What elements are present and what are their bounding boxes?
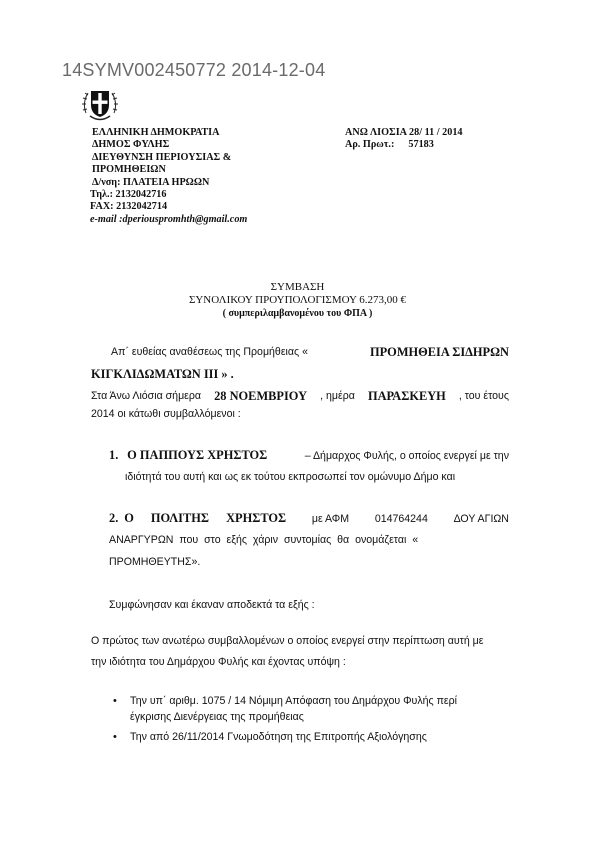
party-2-cont-2: ΠΡΟΜΗΘΕΥΤΗΣ». bbox=[109, 556, 201, 568]
bullet-icon: • bbox=[113, 731, 117, 743]
first-party-line: Ο πρώτος των ανωτέρω συμβαλλομένων ο οποίος ενεργεί στην περίπτωση αυτή με bbox=[91, 635, 484, 647]
issuer-line: ΔΙΕΥΘΥΝΣΗ ΠΕΡΙΟΥΣΙΑΣ & bbox=[92, 151, 232, 163]
intro-text: , ημέρα bbox=[320, 390, 355, 402]
procurement-title: ΠΡΟΜΗΘΕΙΑ ΣΙΔΗΡΩΝ bbox=[369, 345, 509, 359]
procurement-title-cont: ΚΙΓΚΛΙΔΩΜΑΤΩΝ ΙΙΙ » . bbox=[91, 367, 234, 381]
party-1-cont: ιδιότητά του αυτή και ως εκ τούτου εκπροσωπεί τον ομώνυμο Δήμο και bbox=[125, 471, 456, 483]
title-line-3: ( συμπεριλαμβανομένου του ΦΠΑ ) bbox=[222, 308, 373, 319]
first-party-line: την ιδιότητα του Δημάρχου Φυλής και έχοντας υπόψη : bbox=[91, 656, 346, 668]
date-protocol-block bbox=[345, 127, 463, 152]
title-line-1: ΣΥΜΒΑΣΗ bbox=[270, 281, 325, 293]
party-number: 2. bbox=[109, 511, 119, 525]
bullet-line: έγκρισης Διενέργειας της προμήθειας bbox=[130, 711, 304, 723]
first-party-paragraph bbox=[91, 630, 511, 673]
party-afm: 014764244 bbox=[374, 513, 428, 525]
bullet-item bbox=[113, 726, 506, 748]
greek-coat-of-arms-icon bbox=[80, 83, 120, 123]
bullet-icon: • bbox=[113, 695, 117, 707]
contract-weekday: ΠΑΡΑΣΚΕΥΗ bbox=[367, 389, 446, 403]
party-1 bbox=[109, 444, 509, 467]
intro-paragraph-1 bbox=[111, 341, 509, 363]
bullet-line: Την υπ΄ αριθμ. 1075 / 14 Νόμιμη Απόφαση του Δημάρχου Φυλής περί bbox=[130, 695, 457, 707]
party-name: Ο ΠΟΛΙΤΗΣ ΧΡΗΣΤΟΣ bbox=[124, 511, 287, 525]
place-date: ΑΝΩ ΛΙΟΣΙΑ 28/ 11 / 2014 bbox=[345, 127, 463, 138]
party-text: – Δήμαρχος Φυλής, ο οποίος ενεργεί με την bbox=[304, 450, 509, 462]
bullet-list bbox=[113, 690, 506, 748]
bullet-item bbox=[113, 690, 506, 728]
title-line-2: ΣΥΝΟΛΙΚΟΥ ΠΡΟΥΠΟΛΟΓΙΣΜΟΥ 6.273,00 € bbox=[188, 294, 407, 306]
issuer-email: e-mail :dperiouspromhth@gmail.com bbox=[90, 213, 248, 225]
contract-day: 28 ΝΟΕΜΒΡΙΟΥ bbox=[214, 389, 308, 403]
party-2 bbox=[109, 507, 509, 530]
protocol-number: 57183 bbox=[408, 139, 434, 151]
intro-text: Στα Άνω Λιόσια σήμερα bbox=[91, 390, 202, 402]
intro-text: , του έτους bbox=[458, 390, 509, 402]
protocol-label: Αρ. Πρωτ.: bbox=[345, 139, 395, 151]
issuer-fax: FAX: 2132042714 bbox=[90, 201, 168, 213]
issuer-line: ΠΡΟΜΗΘΕΙΩΝ bbox=[92, 164, 166, 176]
issuer-line: ΔΗΜΟΣ ΦΥΛΗΣ bbox=[92, 139, 170, 151]
party-number: 1. bbox=[109, 448, 119, 462]
party-2-cont: ΑΝΑΡΓΥΡΩΝ που στο εξής χάριν συντομίας θα ονομάζεται « bbox=[109, 534, 419, 546]
document-stamp-id: 14SYMV002450772 2014-12-04 bbox=[62, 60, 326, 80]
intro-text: Απ΄ ευθείας αναθέσεως της Προμήθειας « bbox=[111, 346, 308, 358]
party-name: Ο ΠΑΠΠΟΥΣ ΧΡΗΣΤΟΣ bbox=[127, 448, 268, 462]
intro-paragraph-2-cont: 2014 οι κάτωθι συμβαλλόμενοι : bbox=[91, 408, 241, 420]
party-text: ΔΟΥ ΑΓΙΩΝ bbox=[453, 513, 509, 525]
bullet-line: Την από 26/11/2014 Γνωμοδότηση της Επιτροπής Αξιολόγησης bbox=[130, 731, 427, 743]
issuer-block bbox=[92, 127, 247, 226]
contract-title bbox=[0, 281, 595, 320]
party-text: με ΑΦΜ bbox=[311, 513, 350, 525]
intro-paragraph-1-cont bbox=[91, 363, 234, 386]
agreed-line: Συμφώνησαν και έκαναν αποδεκτά τα εξής : bbox=[109, 599, 315, 611]
issuer-phone: Τηλ.: 2132042716 bbox=[90, 189, 167, 201]
issuer-address: Δ/νση: ΠΛΑΤΕΙΑ ΗΡΩΩΝ bbox=[92, 176, 210, 188]
issuer-line: ΕΛΛΗΝΙΚΗ ΔΗΜΟΚΡΑΤΙΑ bbox=[92, 127, 220, 138]
